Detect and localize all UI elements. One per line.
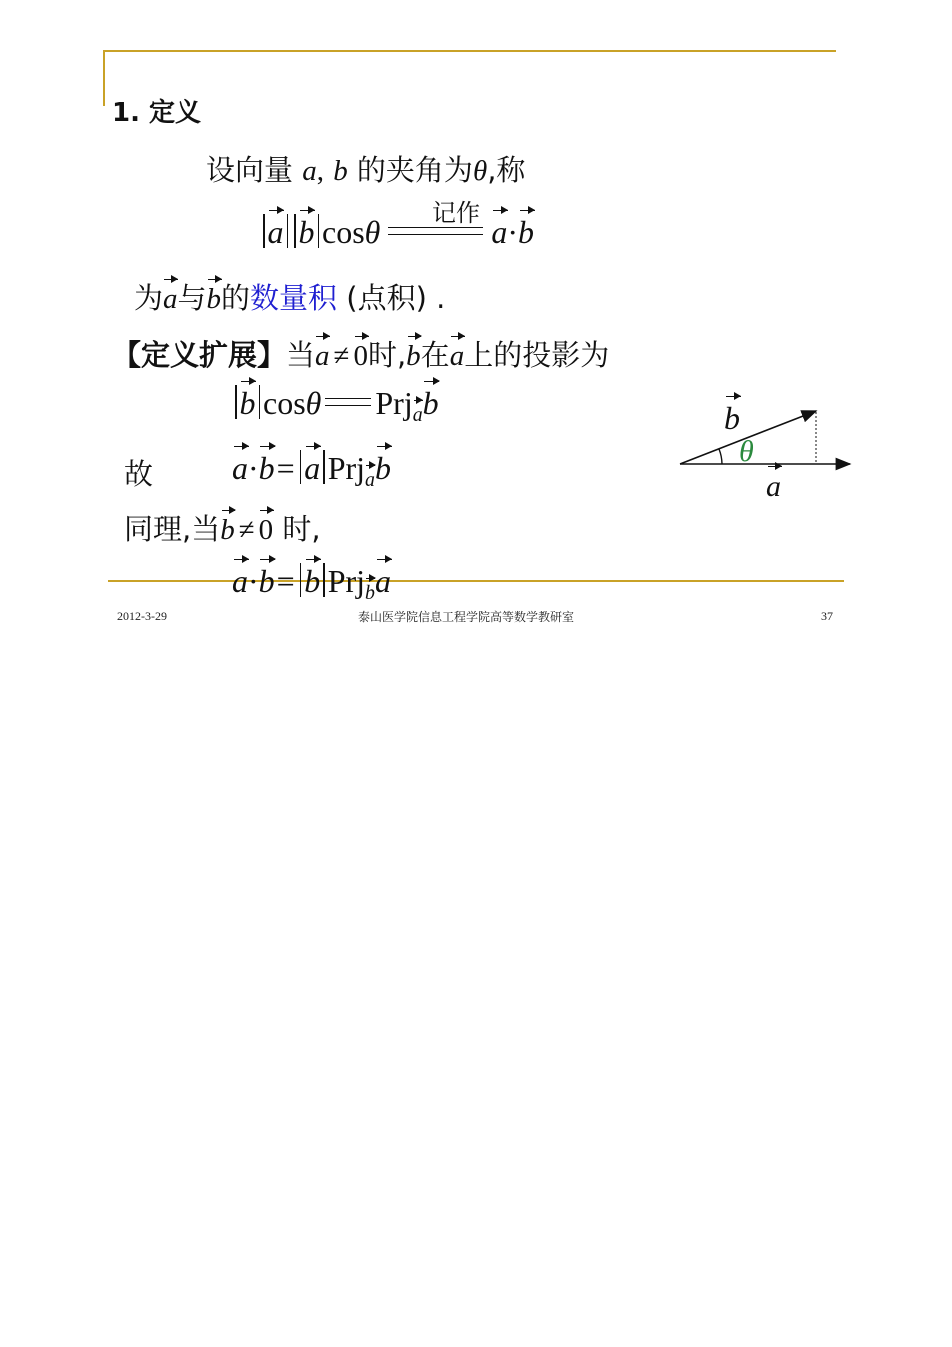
- vec-a: a: [232, 563, 248, 599]
- vec-a: a: [163, 283, 178, 315]
- vec-b: b: [518, 214, 535, 250]
- vec-a: a: [232, 450, 248, 486]
- text-pre: 为: [134, 281, 164, 315]
- top-rule: [103, 50, 836, 52]
- definition-extension: [112, 333, 609, 374]
- diagram-label-b: [724, 400, 740, 437]
- therefore-label: 故: [124, 457, 154, 491]
- diagram-label-a: [766, 470, 781, 504]
- abs-bar: [323, 450, 325, 484]
- vec-b: b: [374, 450, 391, 486]
- zero-vector: 0: [258, 514, 274, 546]
- footer-page-number: 37: [821, 609, 833, 623]
- var-a: a: [302, 155, 317, 187]
- text-post: 时,: [282, 512, 321, 546]
- neq-sign: ≠: [238, 514, 255, 546]
- text-pre: 同理,当: [124, 512, 221, 546]
- footer-date: 2012-3-29: [117, 609, 167, 623]
- vec-a: a: [267, 214, 284, 250]
- abs-bar: [263, 214, 265, 248]
- equals-sign: =: [276, 563, 295, 599]
- abs-bar: [318, 214, 320, 248]
- prj-subscript: a: [412, 403, 423, 426]
- term-scalar-product: 数量积: [250, 281, 338, 315]
- vec-b: b: [239, 385, 256, 421]
- abs-bar: [323, 563, 325, 597]
- diagram-label-theta: θ: [739, 435, 754, 468]
- var-b: b: [333, 155, 348, 187]
- vec-a: a: [449, 340, 465, 372]
- vec-b: b: [298, 214, 315, 250]
- text-when: 当: [286, 338, 316, 372]
- prj-fn: Prj: [327, 563, 366, 599]
- dot-operator: ·: [248, 563, 259, 599]
- cos-fn: cos: [263, 385, 306, 421]
- text-mid: 的夹角为: [356, 153, 473, 187]
- neq-sign: ≠: [333, 340, 350, 372]
- dot-operator: ·: [507, 214, 519, 250]
- equals-sign: =: [276, 450, 295, 486]
- vec-b: b: [406, 340, 421, 372]
- abs-bar: [294, 214, 296, 248]
- definition-line: [206, 148, 525, 189]
- abs-bar: [235, 385, 237, 419]
- vec-b: b: [422, 385, 439, 421]
- footer-institution: 泰山医学院信息工程学院高等数学教研室: [358, 610, 575, 624]
- text-prefix: 设向量: [206, 153, 294, 187]
- similarly-line: [124, 507, 321, 548]
- left-rule: [103, 50, 105, 106]
- vec-a: a: [315, 340, 330, 372]
- vec-b: b: [258, 450, 275, 486]
- vec-a: a: [374, 563, 391, 599]
- prj-subscript: b: [365, 581, 375, 604]
- abs-bar: [300, 450, 302, 484]
- vec-b: b: [304, 563, 321, 599]
- vec-b: b: [258, 563, 275, 599]
- vec-b: b: [220, 514, 235, 546]
- zero-vector: 0: [353, 340, 368, 372]
- vec-a: a: [304, 450, 321, 486]
- notation-label: 记作: [432, 199, 480, 227]
- abs-bar: [259, 385, 261, 419]
- text-time: 时,: [367, 338, 407, 372]
- theta: θ: [364, 214, 381, 250]
- var-theta: θ: [472, 155, 488, 187]
- vec-b: b: [206, 283, 222, 315]
- abs-bar: [300, 563, 302, 597]
- text-of: 的: [221, 281, 251, 315]
- dot-product-formula: [260, 214, 534, 251]
- projection-formula: [232, 385, 439, 427]
- bottom-rule: [108, 580, 844, 582]
- projection-diagram: [670, 395, 860, 505]
- text-rest: 上的投影为: [464, 338, 610, 372]
- defined-as-sign: [388, 227, 483, 235]
- therefore-formula: [232, 450, 391, 492]
- section-heading: 1. 定义: [112, 98, 202, 128]
- angle-arc: [719, 449, 722, 464]
- abs-bar: [287, 214, 289, 248]
- vec-a: a: [491, 214, 508, 250]
- text-in: 在: [420, 338, 450, 372]
- theta: θ: [305, 385, 322, 421]
- comma: ,: [316, 155, 324, 187]
- cos-fn: cos: [322, 214, 365, 250]
- text-and: 与: [177, 281, 207, 315]
- prj-subscript: a: [365, 468, 375, 491]
- text-paren: (点积) .: [346, 281, 446, 315]
- defined-as-sign: [325, 398, 371, 406]
- vec-b-label: b: [724, 400, 740, 436]
- prj-fn: Prj: [327, 450, 366, 486]
- dot-product-name: [134, 276, 445, 317]
- text-suffix: ,称: [487, 153, 526, 187]
- vec-a-label: a: [766, 470, 781, 503]
- extension-label: 【定义扩展】: [112, 338, 287, 372]
- prj-fn: Prj: [375, 385, 413, 421]
- dot-operator: ·: [248, 450, 259, 486]
- symmetric-formula: [232, 563, 391, 605]
